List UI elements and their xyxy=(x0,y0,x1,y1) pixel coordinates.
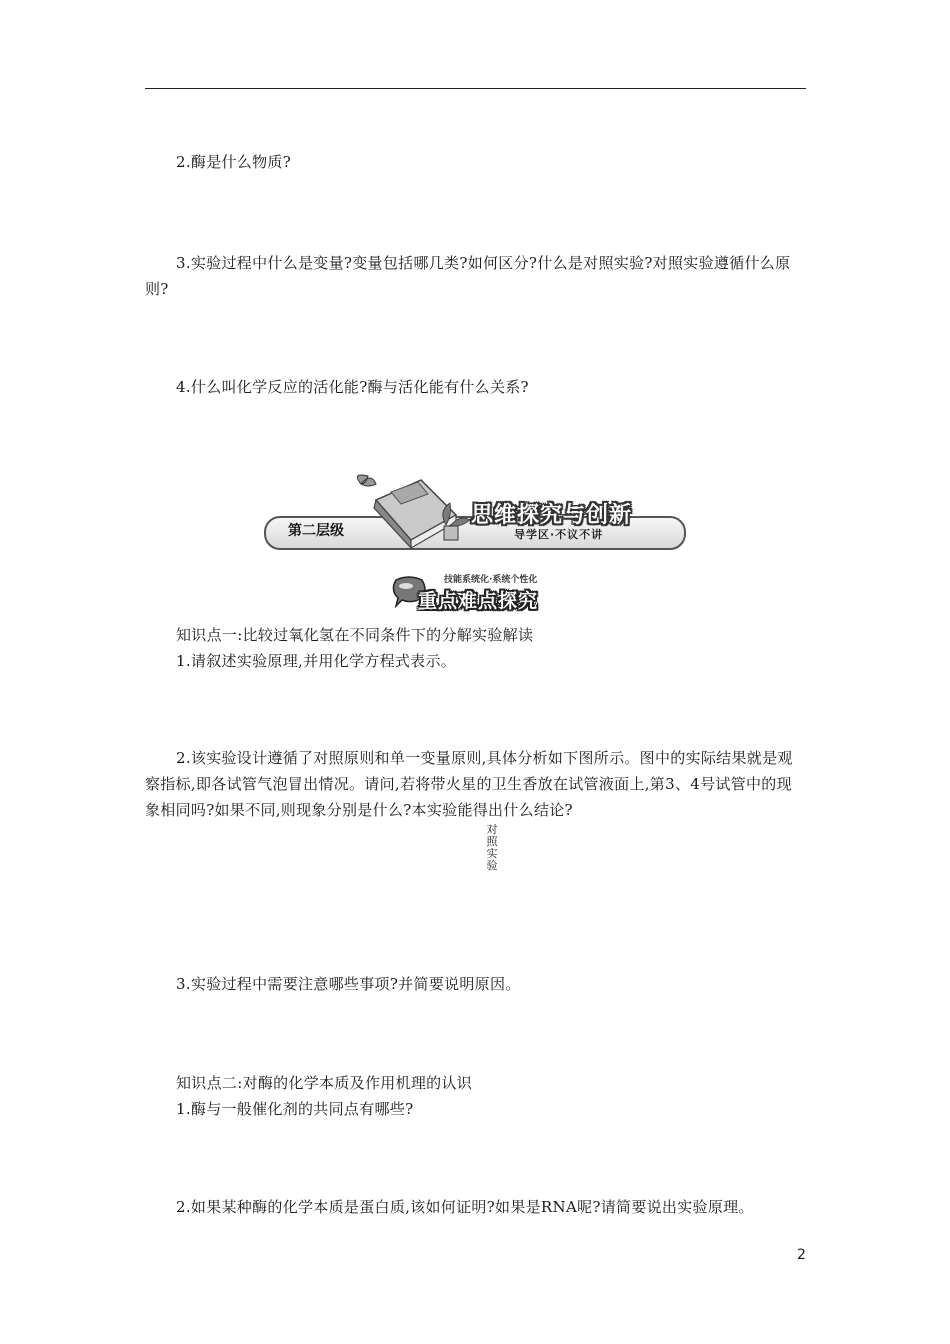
banner-title: 思维探究与创新 xyxy=(471,503,633,528)
k1-question-3: 3.实验过程中需要注意哪些事项?并简要说明原因。 xyxy=(176,975,521,993)
knowledge-point-2-heading: 知识点二:对酶的化学本质及作用机理的认识 xyxy=(176,1074,473,1092)
knowledge-point-1-heading: 知识点一:比较过氧化氢在不同条件下的分解实验解读 xyxy=(176,626,534,644)
badge-title: 重点难点探究 xyxy=(418,590,539,612)
k1-question-1: 1.请叙述实验原理,并用化学方程式表示。 xyxy=(176,652,457,670)
page-number: 2 xyxy=(797,1247,806,1263)
k2-question-2: 2.如果某种酶的化学本质是蛋白质,该如何证明?如果是RNA呢?请简要说出实验原理。 xyxy=(176,1198,754,1216)
banner-level-label: 第二层级 xyxy=(288,523,344,539)
k1-question-2: 2.该实验设计遵循了对照原则和单一变量原则,具体分析如下图所示。图中的实际结果就是观察指标,即各试管气泡冒出情况。请问,若将带火星的卫生香放在试管液面上,第3、4号试管中的现象相同吗?如果不同,则现象分别是什么?本实验能得出什么结论? xyxy=(145,749,793,819)
book-butterfly-icon xyxy=(346,470,476,550)
badge-small-text: 技能系统化·系统个性化 xyxy=(444,575,538,585)
banner-subtitle: 导学区·不议不讲 xyxy=(514,528,604,541)
question-2: 2.酶是什么物质? xyxy=(176,153,292,171)
vertical-label: 对照实验 xyxy=(486,823,498,872)
header-rule xyxy=(145,88,806,89)
section-badge xyxy=(392,572,562,612)
section-banner xyxy=(264,470,688,555)
question-4: 4.什么叫化学反应的活化能?酶与活化能有什么关系? xyxy=(176,378,529,396)
k2-question-1: 1.酶与一般催化剂的共同点有哪些? xyxy=(176,1100,414,1118)
question-3: 3.实验过程中什么是变量?变量包括哪几类?如何区分?什么是对照实验?对照实验遵循什么原则? xyxy=(145,254,791,298)
